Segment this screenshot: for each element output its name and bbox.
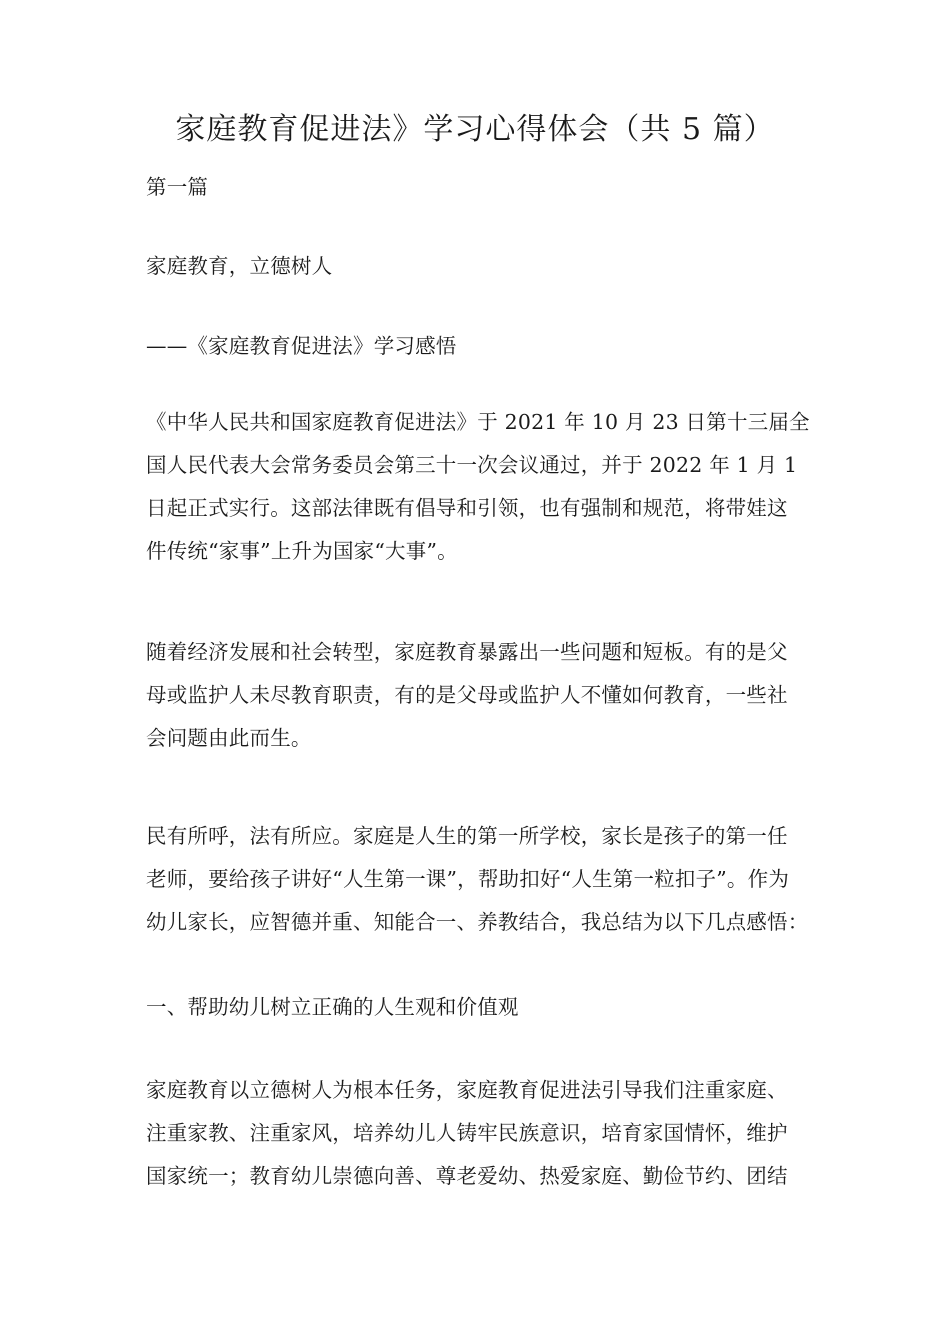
paragraph-line: 家庭教育以立德树人为根本任务，家庭教育促进法引导我们注重家庭、 [146,1078,788,1102]
paragraph-line: 一、帮助幼儿树立正确的人生观和价值观 [146,995,519,1019]
paragraph-line: 件传统“家事”上升为国家“大事”。 [146,539,458,563]
paragraph-line: 《中华人民共和国家庭教育促进法》于 2021 年 10 月 23 日第十三届全 [146,410,810,434]
paragraph-2 [146,631,812,760]
paragraph-line: 民有所呼，法有所应。家庭是人生的第一所学校，家长是孩子的第一任 [146,824,788,848]
paragraph-line: 母或监护人未尽教育职责，有的是父母或监护人不懂如何教育，一些社 [146,683,788,707]
paragraph-line: 幼儿家长，应智德并重、知能合一、养教结合，我总结为以下几点感悟： [146,910,809,934]
paragraph-4 [146,1069,812,1198]
paragraph-line: 日起正式实行。这部法律既有倡导和引领，也有强制和规范，将带娃这 [146,496,788,520]
article-subheading: ——《家庭教育促进法》学习感悟 [146,334,457,358]
paragraph-line: 老师，要给孩子讲好“人生第一课”，帮助扣好“人生第一粒扣子”。作为 [146,867,790,891]
section-label: 第一篇 [146,175,209,199]
paragraph-line: 随着经济发展和社会转型，家庭教育暴露出一些问题和短板。有的是父 [146,640,788,664]
section-heading-1 [146,986,812,1029]
paragraph-line: 国家统一；教育幼儿崇德向善、尊老爱幼、热爱家庭、勤俭节约、团结 [146,1164,788,1188]
document-title: 家庭教育促进法》学习心得体会（共 5 篇） [175,112,775,147]
paragraph-line: 注重家教、注重家风，培养幼儿人铸牢民族意识，培育家国情怀，维护 [146,1121,788,1145]
paragraph-1 [146,401,812,573]
article-heading: 家庭教育，立德树人 [146,254,333,278]
paragraph-line: 会问题由此而生。 [146,726,312,750]
paragraph-3 [146,815,812,944]
paragraph-line: 国人民代表大会常务委员会第三十一次会议通过，并于 2022 年 1 月 1 [146,453,798,477]
